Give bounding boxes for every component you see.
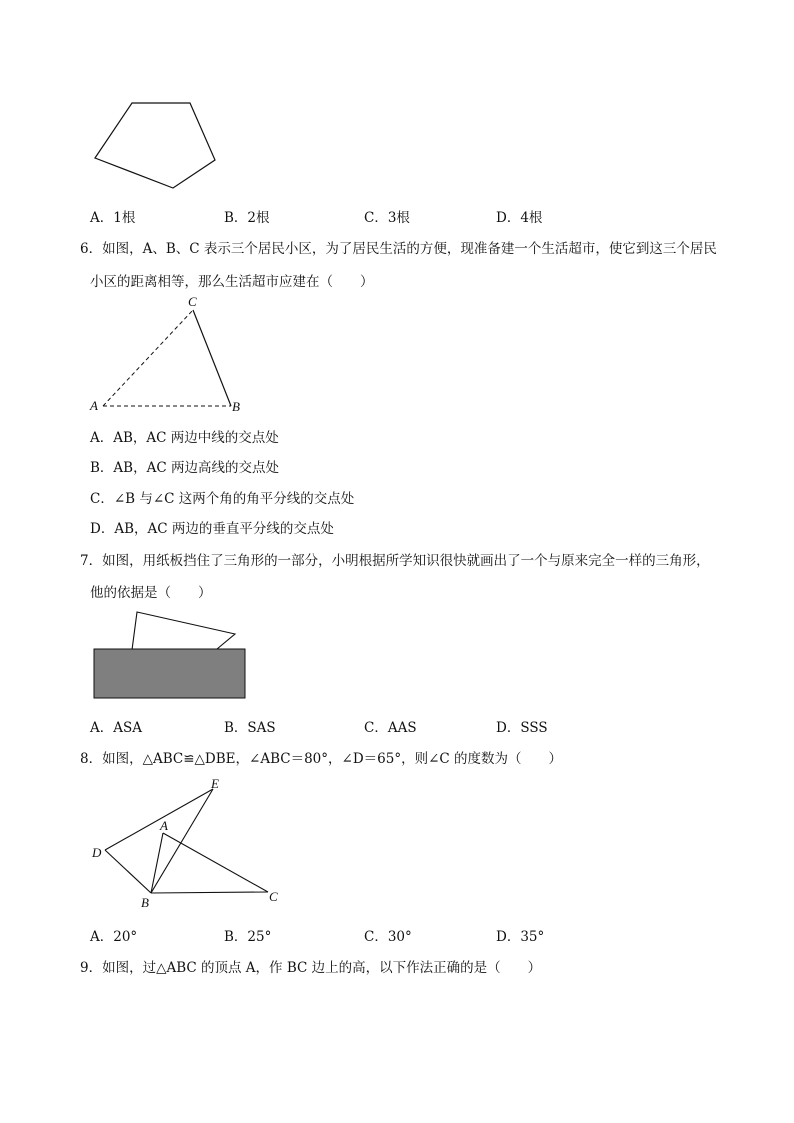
q6-label-b: B — [232, 399, 240, 414]
q6-label-a: A — [90, 398, 98, 413]
q6-question-line1: 6．如图，A、B、C 表示三个居民小区，为了居民生活的方便，现准备建一个生活超市，使它到这三个居民 — [80, 241, 717, 257]
q8-option-b[interactable]: B．25° — [224, 929, 272, 945]
q8-label-e: E — [211, 776, 219, 791]
q6-option-a[interactable]: A．AB，AC 两边中线的交点处 — [90, 430, 279, 446]
q6-option-b[interactable]: B．AB，AC 两边高线的交点处 — [90, 460, 279, 476]
q6-label-c: C — [188, 294, 197, 309]
q7-option-b[interactable]: B．SAS — [224, 720, 276, 736]
q6-option-c[interactable]: C．∠B 与∠C 这两个角的角平分线的交点处 — [90, 491, 355, 507]
q8-option-a[interactable]: A．20° — [90, 929, 138, 945]
q5-option-d[interactable]: D．4根 — [496, 210, 543, 226]
q6-question-line2: 小区的距离相等，那么生活超市应建在（ ） — [90, 274, 374, 290]
q7-covered-triangle-figure — [90, 608, 250, 703]
q7-question-line1: 7．如图，用纸板挡住了三角形的一部分，小明根据所学知识很快就画出了一个与原来完全一样的三角形， — [80, 553, 710, 569]
q8-label-d: D — [92, 845, 102, 860]
q7-question-line2: 他的依据是（ ） — [90, 585, 212, 601]
q5-option-a[interactable]: A．1根 — [90, 210, 136, 226]
q5-option-c[interactable]: C．3根 — [364, 210, 410, 226]
q7-option-d[interactable]: D．SSS — [496, 720, 548, 736]
q8-congruent-triangles-figure — [88, 775, 288, 910]
pentagon-figure — [80, 90, 230, 200]
q8-option-d[interactable]: D．35° — [496, 929, 545, 945]
q8-label-a: A — [160, 818, 168, 833]
q8-label-c: C — [269, 889, 278, 904]
q6-triangle-figure — [85, 292, 255, 417]
q7-option-c[interactable]: C．AAS — [364, 720, 417, 736]
q7-option-a[interactable]: A．ASA — [90, 720, 142, 736]
q8-option-c[interactable]: C．30° — [364, 929, 412, 945]
q8-question-line1: 8．如图，△ABC≌△DBE，∠ABC＝80°，∠D＝65°，则∠C 的度数为（ ） — [80, 751, 562, 767]
q8-label-b: B — [141, 895, 149, 910]
q9-question-line1: 9．如图，过△ABC 的顶点 A，作 BC 边上的高，以下作法正确的是（ ） — [80, 960, 542, 976]
q6-option-d[interactable]: D．AB，AC 两边的垂直平分线的交点处 — [90, 521, 334, 537]
paper-cover — [94, 649, 245, 698]
q5-option-b[interactable]: B．2根 — [224, 210, 270, 226]
